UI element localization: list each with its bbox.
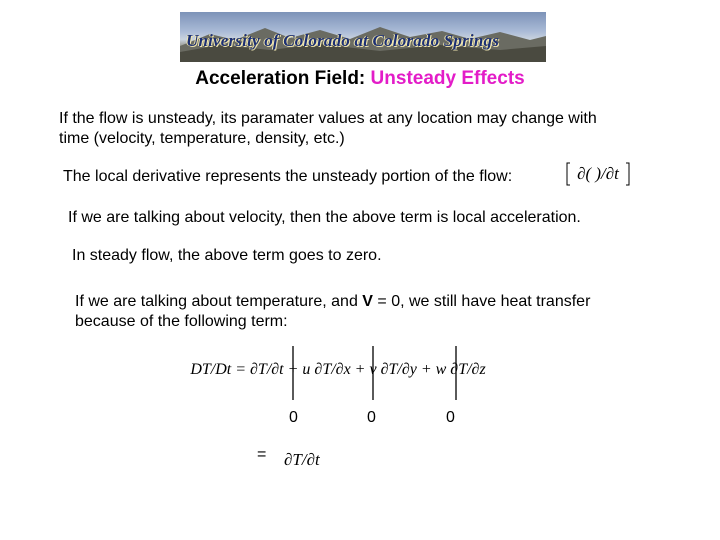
paragraph-temperature-line2: because of the following term: — [75, 313, 288, 330]
paragraph-temperature-post: = 0, we still have heat transfer — [372, 293, 591, 310]
zero-label-w: 0 — [446, 409, 455, 426]
zero-label-v: 0 — [367, 409, 376, 426]
zero-label-u: 0 — [289, 409, 298, 426]
paragraph-unsteady-line1: If the flow is unsteady, its paramater values at any location may change with — [59, 110, 597, 127]
local-derivative-formula — [566, 160, 630, 188]
local-derivative-formula-text: ∂( )/∂t — [577, 164, 619, 183]
material-derivative-equation-text: DT/Dt = ∂T/∂t + u ∂T/∂x + v ∂T/∂y + w ∂T/∂z — [190, 361, 486, 378]
paragraph-temperature-line1 — [75, 292, 590, 312]
result-partial-derivative — [282, 446, 342, 472]
paragraph-temperature-pre: If we are talking about temperature, and — [75, 293, 363, 310]
paragraph-unsteady — [59, 109, 597, 149]
paragraph-velocity: If we are talking about velocity, then the above term is local acceleration. — [68, 209, 581, 226]
title-main: Acceleration Field: — [195, 68, 366, 89]
slide-title — [0, 68, 720, 90]
title-accent: Unsteady Effects — [370, 68, 525, 89]
university-name: University of Colorado at Colorado Springs — [186, 31, 500, 50]
paragraph-steady: In steady flow, the above term goes to zero. — [72, 247, 382, 264]
paragraph-unsteady-line2: time (velocity, temperature, density, etc.) — [59, 130, 345, 147]
result-partial-derivative-text: ∂T/∂t — [284, 450, 320, 469]
paragraph-temperature — [75, 292, 590, 332]
paragraph-local-derivative: The local derivative represents the unsteady portion of the flow: — [63, 168, 513, 185]
equals-sign: = — [257, 446, 267, 463]
university-banner — [180, 12, 546, 62]
velocity-vector-symbol: V — [362, 293, 373, 310]
material-derivative-equation — [168, 340, 508, 400]
